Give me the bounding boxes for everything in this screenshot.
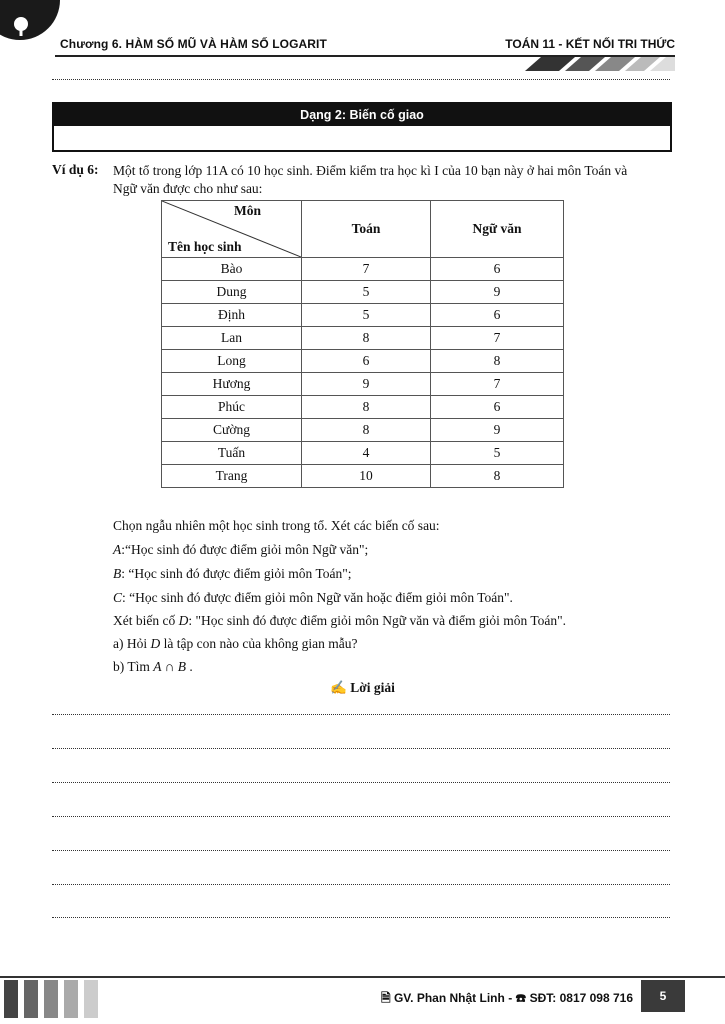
footer-separator: - bbox=[508, 991, 513, 1005]
document-icon: 🗎 bbox=[380, 991, 391, 1005]
answer-dotted-line bbox=[52, 850, 670, 851]
literature-score-cell: 9 bbox=[431, 419, 564, 442]
student-name-cell: Lan bbox=[162, 327, 302, 350]
math-score-cell: 8 bbox=[302, 396, 431, 419]
literature-column-header: Ngữ văn bbox=[431, 201, 564, 258]
literature-score-cell: 6 bbox=[431, 396, 564, 419]
answer-dotted-line bbox=[52, 917, 670, 918]
math-score-cell: 9 bbox=[302, 373, 431, 396]
solution-heading bbox=[0, 680, 725, 696]
table-row bbox=[162, 419, 564, 442]
literature-score-cell: 6 bbox=[431, 304, 564, 327]
phone-number: SĐT: 0817 098 716 bbox=[529, 991, 633, 1005]
event-d-prefix: Xét biến cố bbox=[113, 613, 179, 628]
table-row bbox=[162, 327, 564, 350]
subject-header: Môn bbox=[234, 203, 261, 218]
question-a-symbol: D bbox=[150, 636, 161, 651]
answer-dotted-line bbox=[52, 816, 670, 817]
math-score-cell: 10 bbox=[302, 465, 431, 488]
table-row bbox=[162, 258, 564, 281]
event-b-text: : “Học sinh đó được điểm giỏi môn Toán"; bbox=[121, 566, 352, 581]
student-name-header: Tên học sinh bbox=[168, 239, 242, 254]
table-row bbox=[162, 442, 564, 465]
question-a bbox=[113, 635, 357, 653]
math-score-cell: 8 bbox=[302, 419, 431, 442]
event-d bbox=[113, 612, 566, 630]
scores-table bbox=[161, 200, 564, 488]
student-name-cell: Hương bbox=[162, 373, 302, 396]
math-score-cell: 5 bbox=[302, 281, 431, 304]
literature-score-cell: 8 bbox=[431, 465, 564, 488]
math-score-cell: 6 bbox=[302, 350, 431, 373]
literature-score-cell: 7 bbox=[431, 327, 564, 350]
example-label: Ví dụ 6: bbox=[52, 162, 99, 177]
answer-dotted-line bbox=[52, 748, 670, 749]
student-name-cell: Bào bbox=[162, 258, 302, 281]
section-title: Dạng 2: Biến cố giao bbox=[54, 104, 670, 126]
student-name-cell: Trang bbox=[162, 465, 302, 488]
answer-dotted-line bbox=[52, 79, 670, 80]
answer-dotted-line bbox=[52, 782, 670, 783]
math-score-cell: 4 bbox=[302, 442, 431, 465]
footer-divider bbox=[0, 976, 725, 978]
event-d-symbol: D bbox=[178, 613, 189, 628]
event-a bbox=[113, 541, 368, 559]
literature-score-cell: 6 bbox=[431, 258, 564, 281]
math-column-header: Toán bbox=[302, 201, 431, 258]
math-score-cell: 8 bbox=[302, 327, 431, 350]
page-number: 5 bbox=[641, 980, 685, 1012]
student-name-cell: Tuấn bbox=[162, 442, 302, 465]
question-b-prefix: b) Tìm bbox=[113, 659, 154, 674]
literature-score-cell: 8 bbox=[431, 350, 564, 373]
footer-bars-decoration bbox=[0, 980, 110, 1018]
chapter-title: Chương 6. HÀM SỐ MŨ VÀ HÀM SỐ LOGARIT bbox=[60, 37, 327, 51]
diagonal-header-cell bbox=[162, 201, 302, 258]
table-row bbox=[162, 465, 564, 488]
table-row bbox=[162, 373, 564, 396]
literature-score-cell: 7 bbox=[431, 373, 564, 396]
question-a-prefix: a) Hỏi bbox=[113, 636, 151, 651]
event-b bbox=[113, 565, 352, 583]
example-intro-line1: Một tổ trong lớp 11A có 10 học sinh. Điểm kiểm tra học kì I của 10 bạn này ở hai môn Toán và bbox=[113, 163, 628, 178]
example-intro-line2: Ngữ văn được cho như sau: bbox=[113, 181, 263, 196]
student-name-cell: Phúc bbox=[162, 396, 302, 419]
event-c bbox=[113, 589, 513, 607]
section-box bbox=[52, 102, 672, 152]
table-row bbox=[162, 304, 564, 327]
table-row bbox=[162, 281, 564, 304]
table-header-row bbox=[162, 201, 564, 258]
corner-logo-circle bbox=[0, 0, 60, 40]
literature-score-cell: 9 bbox=[431, 281, 564, 304]
question-b bbox=[113, 658, 193, 676]
answer-dotted-line bbox=[52, 884, 670, 885]
event-c-text: : “Học sinh đó được điểm giỏi môn Ngữ văn hoặc điểm giỏi môn Toán". bbox=[122, 590, 513, 605]
math-score-cell: 7 bbox=[302, 258, 431, 281]
student-name-cell: Cường bbox=[162, 419, 302, 442]
choose-text: Chọn ngẫu nhiên một học sinh trong tổ. Xét các biến cố sau: bbox=[113, 518, 440, 533]
student-name-cell: Định bbox=[162, 304, 302, 327]
event-d-text: : "Học sinh đó được điểm giỏi môn Ngữ văn và điểm giỏi môn Toán". bbox=[188, 613, 567, 628]
phone-icon: ☎ bbox=[515, 991, 527, 1005]
table-row bbox=[162, 396, 564, 419]
header-stripes-decoration bbox=[515, 57, 675, 71]
question-b-symbol: A ∩ B bbox=[153, 659, 186, 674]
table-row bbox=[162, 350, 564, 373]
answer-dotted-line bbox=[52, 714, 670, 715]
solution-title: Lời giải bbox=[350, 680, 395, 695]
book-title: TOÁN 11 - KẾT NỐI TRI THỨC bbox=[505, 37, 675, 51]
question-a-text: là tập con nào của không gian mẫu? bbox=[160, 636, 358, 651]
student-name-cell: Dung bbox=[162, 281, 302, 304]
literature-score-cell: 5 bbox=[431, 442, 564, 465]
event-a-symbol: A bbox=[113, 542, 122, 557]
event-b-symbol: B bbox=[113, 566, 122, 581]
pen-icon: ✍ bbox=[330, 680, 347, 695]
event-a-text: :“Học sinh đó được điểm giỏi môn Ngữ văn"; bbox=[121, 542, 369, 557]
footer-author bbox=[381, 989, 633, 1010]
tree-logo-icon bbox=[10, 16, 32, 38]
student-name-cell: Long bbox=[162, 350, 302, 373]
teacher-name: GV. Phan Nhật Linh bbox=[393, 991, 505, 1005]
question-b-text: . bbox=[186, 659, 193, 674]
event-c-symbol: C bbox=[113, 590, 123, 605]
math-score-cell: 5 bbox=[302, 304, 431, 327]
